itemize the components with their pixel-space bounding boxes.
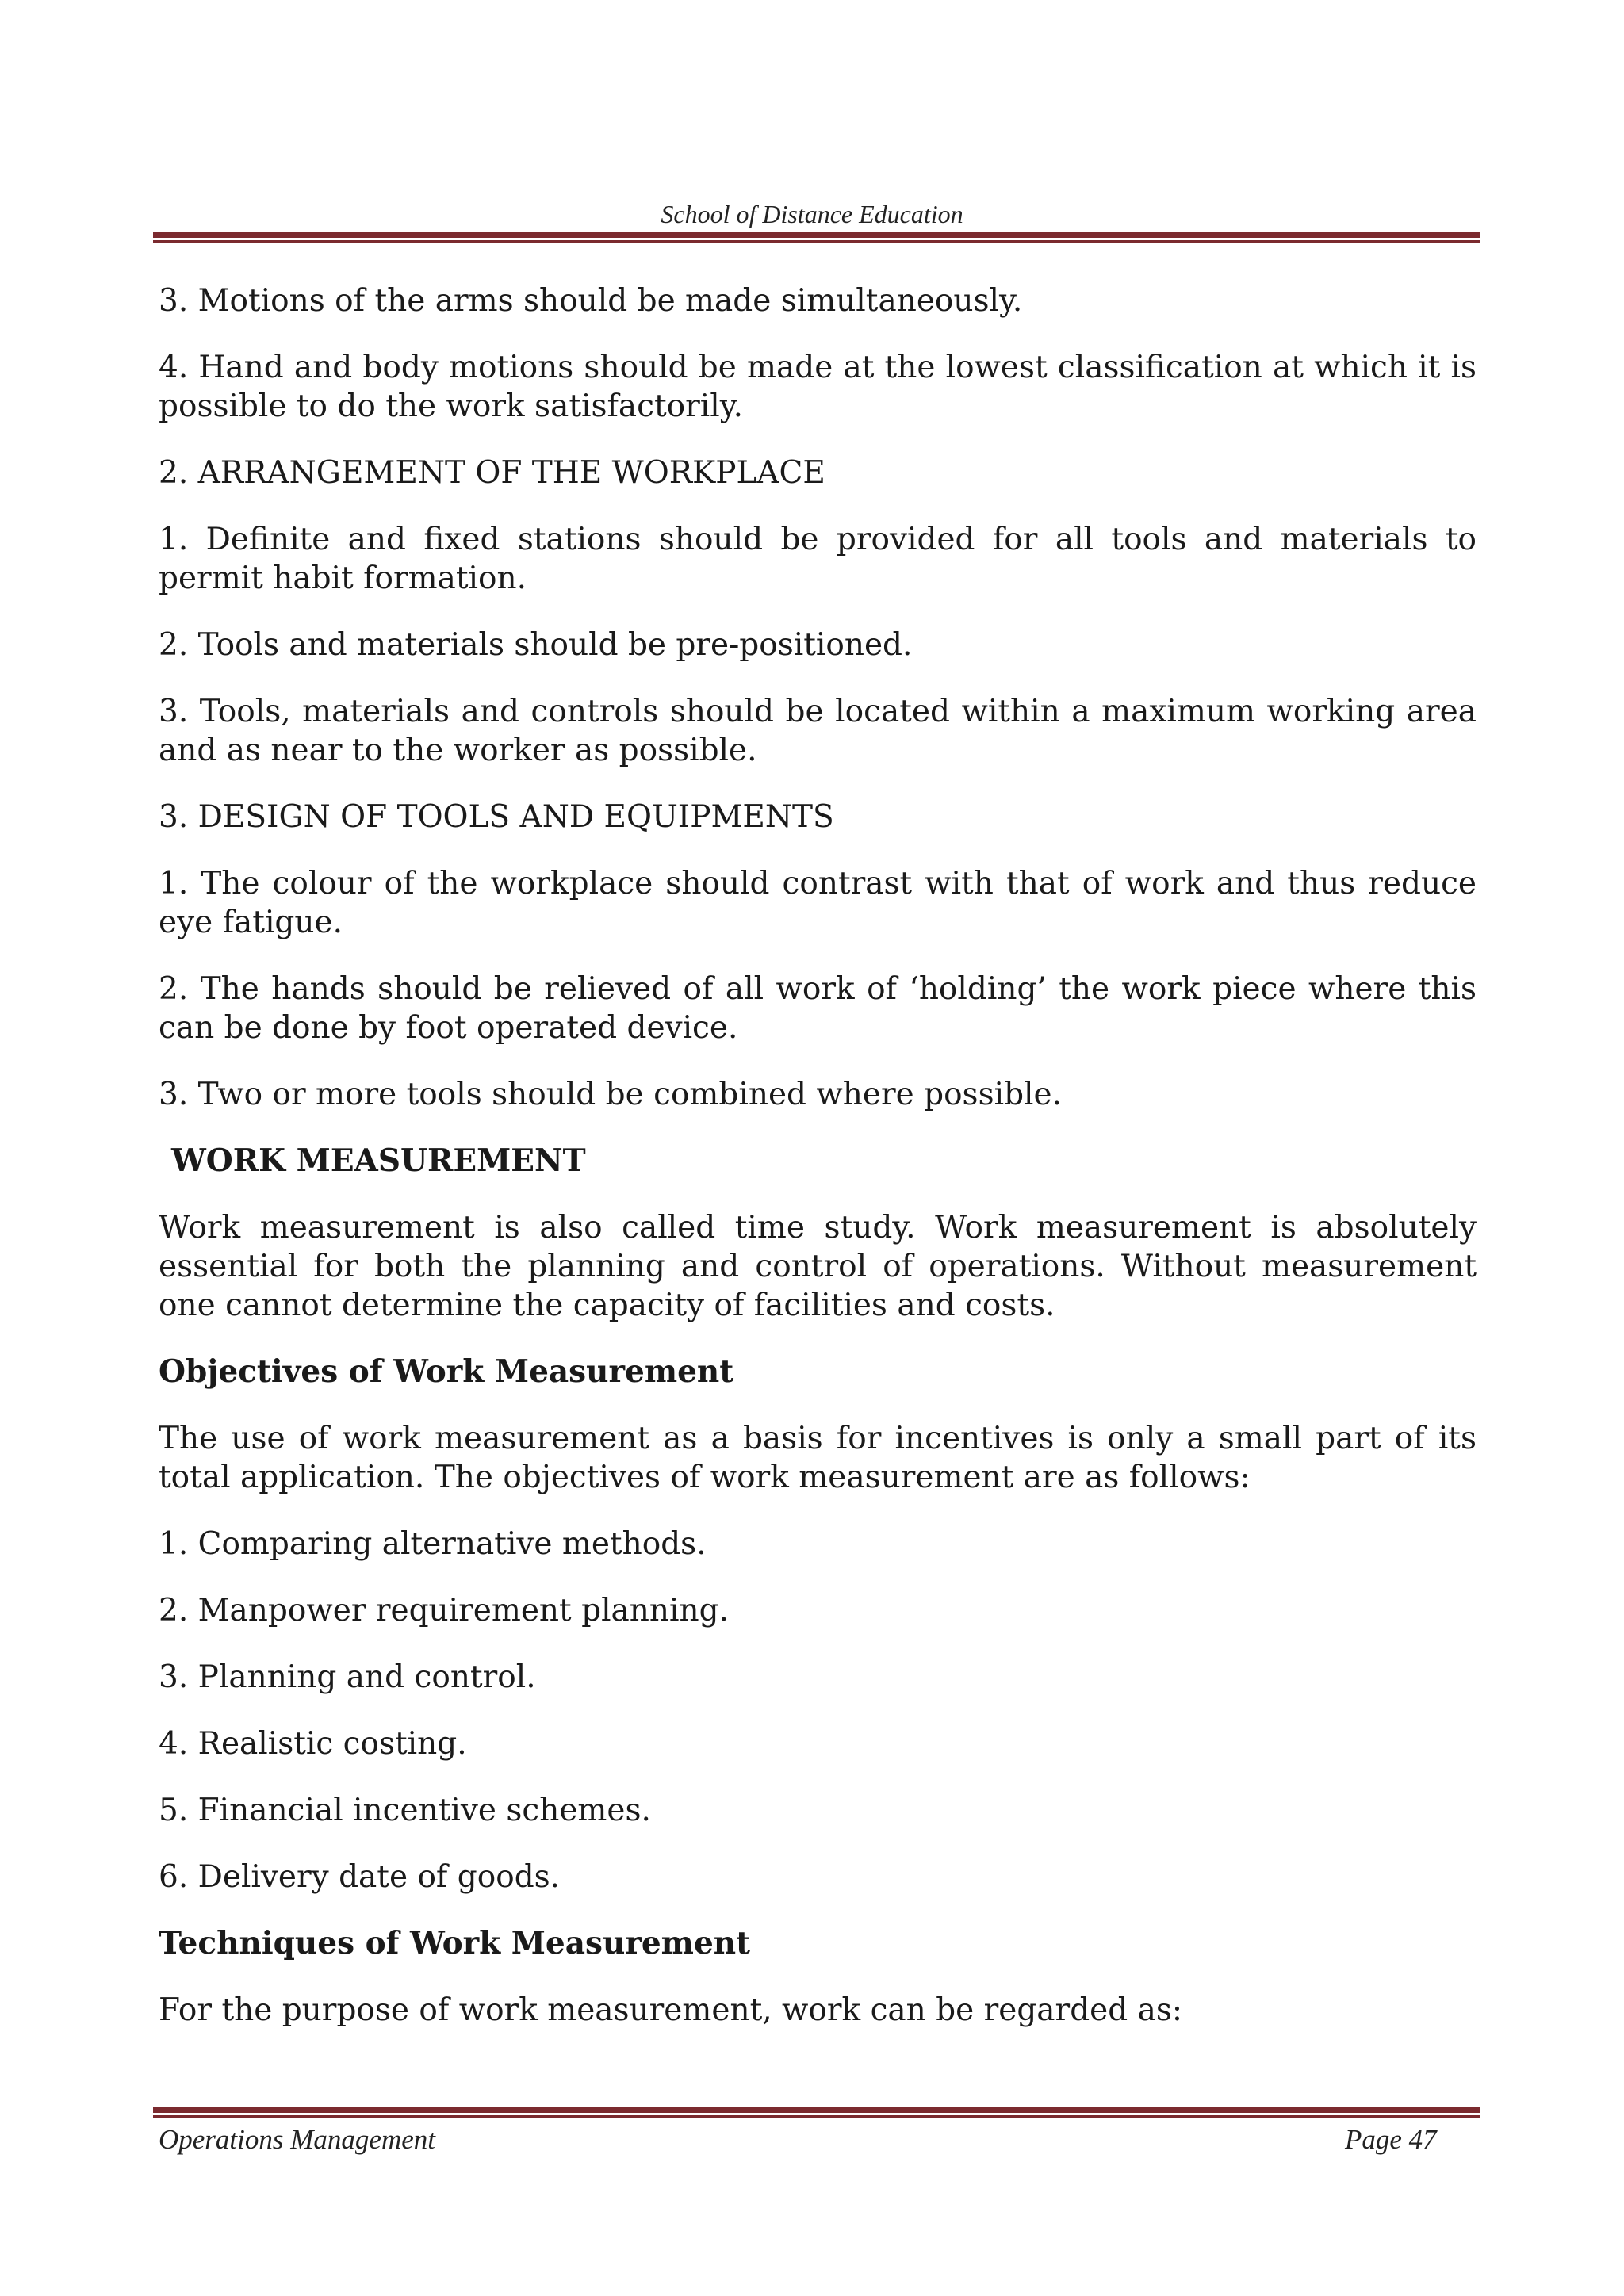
paragraph: For the purpose of work measurement, work can be regarded as: (159, 1992, 1183, 2028)
paragraph: 2. The hands should be relieved of all work of ‘holding’ the work piece where this can be done by foot operated device. (159, 971, 1477, 1046)
list-item: 3. Planning and control. (159, 1659, 536, 1695)
paragraph: 1. The colour of the workplace should contrast with that of work and thus reduce eye fatigue. (159, 866, 1477, 940)
section-subheading: 3. DESIGN OF TOOLS AND EQUIPMENTS (159, 799, 834, 835)
list-item: 5. Financial incentive schemes. (159, 1793, 651, 1828)
paragraph: 4. Hand and body motions should be made at the lowest classification at which it is possible to do the work satisfactorily. (159, 350, 1477, 424)
header-divider (153, 232, 1480, 243)
paragraph: 3. Tools, materials and controls should be located within a maximum working area and as near to the worker as possible. (159, 694, 1477, 768)
section-heading: WORK MEASUREMENT (171, 1142, 586, 1179)
footer-page-number: Page 47 (1345, 2124, 1437, 2155)
section-subheading: 2. ARRANGEMENT OF THE WORKPLACE (159, 455, 825, 491)
footer-divider (153, 2107, 1480, 2118)
paragraph: The use of work measurement as a basis for incentives is only a small part of its total application. The objectives of work measurement are as follows: (159, 1421, 1477, 1495)
section-heading: Techniques of Work Measurement (159, 1925, 751, 1961)
page-header-title: School of Distance Education (661, 200, 963, 228)
paragraph: 1. Definite and fixed stations should be provided for all tools and materials to permit habit formation. (159, 522, 1477, 596)
list-item: 2. Manpower requirement planning. (159, 1593, 729, 1628)
paragraph: 2. Tools and materials should be pre-positioned. (159, 627, 913, 663)
paragraph: 3. Two or more tools should be combined where possible. (159, 1077, 1062, 1112)
paragraph: 3. Motions of the arms should be made simultaneously. (159, 283, 1023, 319)
footer-course-title: Operations Management (159, 2124, 435, 2155)
page-body (159, 281, 1477, 2057)
paragraph: Work measurement is also called time study. Work measurement is absolutely essential for both the planning and control of operations. Without measurement one cannot determine the capacity of facilities and costs. (159, 1210, 1477, 1323)
list-item: 4. Realistic costing. (159, 1726, 467, 1762)
list-item: 1. Comparing alternative methods. (159, 1526, 707, 1562)
section-heading: Objectives of Work Measurement (159, 1353, 734, 1390)
list-item: 6. Delivery date of goods. (159, 1859, 561, 1895)
